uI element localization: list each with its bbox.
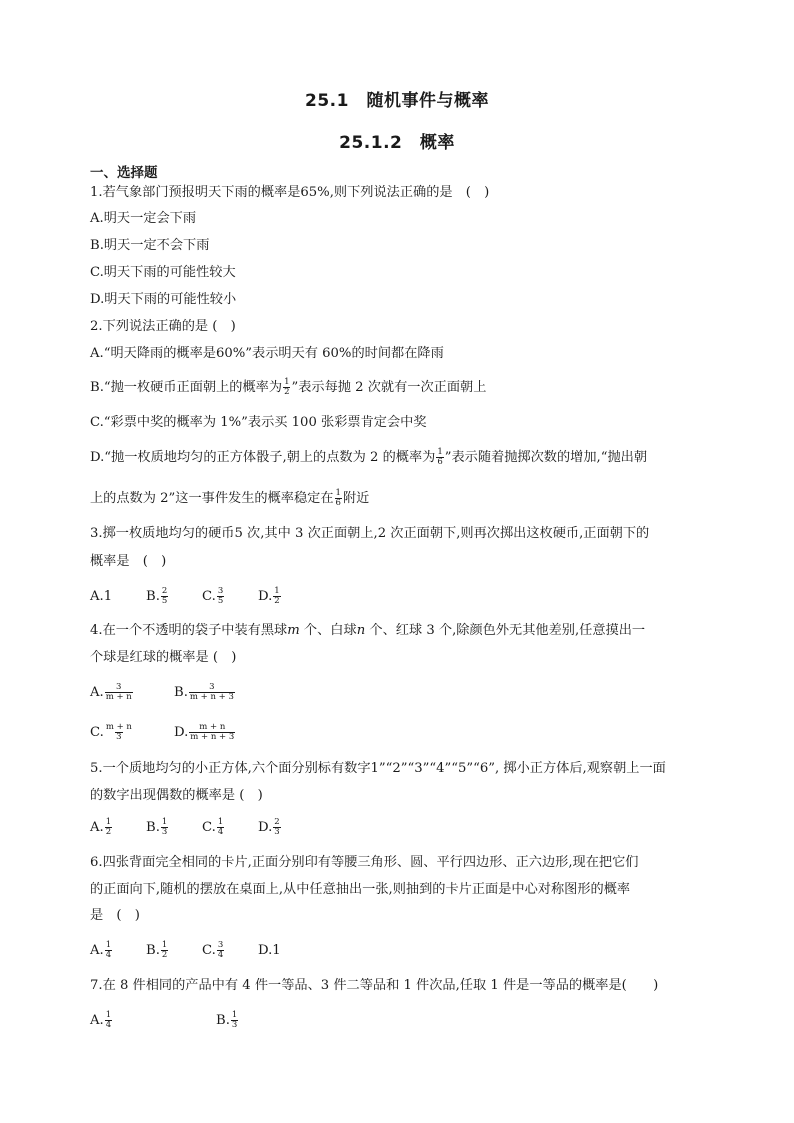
q5-stem-line2: 的数字出现偶数的概率是 ( ) bbox=[90, 788, 263, 803]
q3-stem-line1: 3.掷一枚质地均匀的硬币5 次,其中 3 次正面朝上,2 次正面朝下,则再次掷出这枚硬币,正面朝下的 bbox=[90, 526, 650, 541]
q4-option-a: A. $\frac{3}{m + n}$ bbox=[90, 682, 132, 702]
fraction: $\frac{m + n}{m + n + 3}$ bbox=[190, 722, 235, 742]
q6-option-a: A. $\frac{1}{4}$ bbox=[90, 940, 112, 960]
page-title: 25.1 随机事件与概率 bbox=[305, 91, 489, 111]
q1-option-b: B.明天一定不会下雨 bbox=[90, 238, 210, 253]
q5-option-d: D. $\frac{2}{3}$ bbox=[258, 817, 280, 837]
fraction: $\frac{1}{4}$ bbox=[105, 1010, 112, 1030]
q6-stem-line1: 6.四张背面完全相同的卡片,正面分别印有等腰三角形、圆、平行四边形、正六边形,现在把它们 bbox=[90, 855, 639, 870]
q2-option-b bbox=[90, 378, 486, 398]
q2-d-text-before: D.“抛一枚质地均匀的正方体骰子,朝上的点数为 2 的概率为 bbox=[90, 450, 436, 465]
q3-stem-line2: 概率是 ( ) bbox=[90, 554, 167, 569]
q4-options-row2 bbox=[90, 723, 236, 743]
q4-stem-line1: 4.在一个不透明的袋子中装有黑球m 个、白球n 个、红球 3 个,除颜色外无其他差别,任意摸出一 bbox=[90, 623, 646, 638]
q2-d2-text-before: 上的点数为 2”这一事件发生的概率稳定在 bbox=[90, 491, 334, 506]
q6-option-d: D.1 bbox=[258, 943, 281, 958]
q7-option-a: A. $\frac{1}{4}$ bbox=[90, 1010, 112, 1030]
q2-stem: 2.下列说法正确的是 ( ) bbox=[90, 319, 236, 334]
q6-options bbox=[90, 941, 281, 961]
q3-option-a: A.1 bbox=[90, 589, 113, 604]
fraction: $\frac{m + n}{3}$ bbox=[105, 722, 132, 742]
q4-options-row1 bbox=[90, 683, 236, 703]
q2-option-d bbox=[90, 448, 647, 468]
fraction: $\frac{2}{5}$ bbox=[161, 586, 168, 606]
q1-option-a: A.明天一定会下雨 bbox=[90, 211, 197, 226]
q7-option-b: B. $\frac{1}{3}$ bbox=[216, 1010, 238, 1030]
fraction: $\frac{1}{4}$ bbox=[217, 817, 224, 837]
q5-option-a: A. $\frac{1}{2}$ bbox=[90, 817, 112, 837]
fraction: $\frac{3}{4}$ bbox=[217, 940, 224, 960]
q7-options bbox=[90, 1011, 239, 1031]
fraction: $\frac{1}{6}$ bbox=[437, 447, 443, 467]
fraction: $\frac{1}{3}$ bbox=[231, 1010, 238, 1030]
q2-b-text-before: B.“抛一枚硬币正面朝上的概率为 bbox=[90, 380, 283, 395]
fraction: $\frac{1}{2}$ bbox=[161, 940, 168, 960]
page-subtitle: 25.1.2 概率 bbox=[339, 133, 455, 153]
q3-options bbox=[90, 587, 282, 607]
q5-options bbox=[90, 818, 282, 838]
q3-option-c: C. $\frac{3}{5}$ bbox=[202, 586, 224, 606]
q2-d-text-after: ”表示随着抛掷次数的增加,“抛出朝 bbox=[444, 450, 648, 465]
q5-option-c: C. $\frac{1}{4}$ bbox=[202, 817, 224, 837]
q1-option-c: C.明天下雨的可能性较大 bbox=[90, 265, 236, 280]
q6-option-b: B. $\frac{1}{2}$ bbox=[146, 940, 168, 960]
q4-option-d: D. $\frac{m + n}{m + n + 3}$ bbox=[174, 722, 235, 742]
fraction: $\frac{1}{3}$ bbox=[161, 817, 168, 837]
q6-stem-line2: 的正面向下,随机的摆放在桌面上,从中任意抽出一张,则抽到的卡片正面是中心对称图形的概率 bbox=[90, 882, 631, 897]
section-heading: 一、选择题 bbox=[90, 165, 158, 181]
q4-stem-line2: 个球是红球的概率是 ( ) bbox=[90, 650, 237, 665]
fraction: $\frac{1}{2}$ bbox=[284, 377, 290, 397]
q1-stem: 1.若气象部门预报明天下雨的概率是65%,则下列说法正确的是 ( ) bbox=[90, 185, 490, 200]
q3-option-d: D. $\frac{1}{2}$ bbox=[258, 586, 280, 606]
q2-option-a: A.“明天降雨的概率是60%”表示明天有 60%的时间都在降雨 bbox=[90, 346, 444, 361]
q6-option-c: C. $\frac{3}{4}$ bbox=[202, 940, 224, 960]
fraction: $\frac{1}{6}$ bbox=[335, 488, 341, 508]
fraction: $\frac{1}{2}$ bbox=[105, 817, 112, 837]
q4-option-b: B. $\frac{3}{m + n + 3}$ bbox=[174, 682, 234, 702]
fraction: $\frac{2}{3}$ bbox=[274, 817, 280, 837]
fraction: $\frac{3}{m + n + 3}$ bbox=[189, 682, 234, 702]
q1-option-d: D.明天下雨的可能性较小 bbox=[90, 292, 237, 307]
q7-stem: 7.在 8 件相同的产品中有 4 件一等品、3 件二等品和 1 件次品,任取 1 件是一等品的概率是( ) bbox=[90, 978, 659, 993]
q2-option-d-cont bbox=[90, 489, 369, 509]
q5-option-b: B. $\frac{1}{3}$ bbox=[146, 817, 168, 837]
fraction: $\frac{3}{5}$ bbox=[217, 586, 224, 606]
q5-stem-line1: 5.一个质地均匀的小正方体,六个面分别标有数字1”“2”“3”“4”“5”“6”, 掷小正方体后,观察朝上一面 bbox=[90, 761, 666, 776]
fraction: $\frac{1}{4}$ bbox=[105, 940, 112, 960]
fraction: $\frac{1}{2}$ bbox=[274, 586, 280, 606]
q3-option-b: B. $\frac{2}{5}$ bbox=[146, 586, 168, 606]
fraction: $\frac{3}{m + n}$ bbox=[105, 682, 132, 702]
q2-d2-text-after: 附近 bbox=[342, 491, 370, 506]
q4-option-c: C. $\frac{m + n}{3}$ bbox=[90, 722, 132, 742]
q6-stem-line3: 是 ( ) bbox=[90, 908, 140, 923]
q2-b-text-after: ”表示每抛 2 次就有一次正面朝上 bbox=[291, 380, 487, 395]
q2-option-c: C.“彩票中奖的概率为 1%”表示买 100 张彩票肯定会中奖 bbox=[90, 415, 427, 430]
